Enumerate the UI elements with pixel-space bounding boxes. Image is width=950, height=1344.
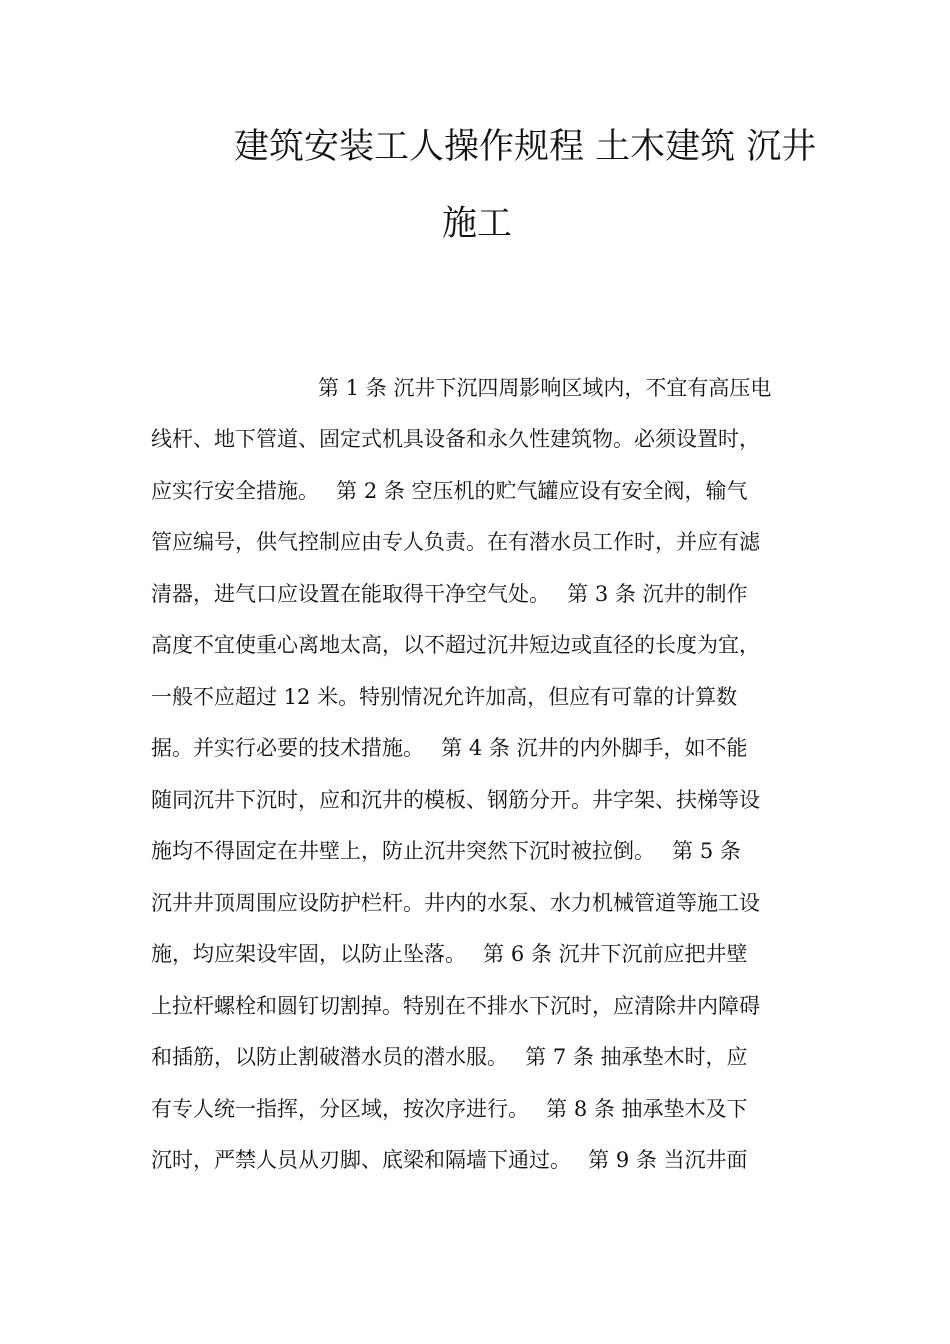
body-line: 和插筋，以防止割破潜水员的潜水服。 第 7 条 抽承垫木时，应 — [151, 1045, 748, 1069]
body-line: 高度不宜使重心离地太高，以不超过沉井短边或直径的长度为宜， — [151, 633, 760, 657]
document-title-line-2: 施工 — [442, 204, 513, 244]
body-line: 随同沉井下沉时，应和沉井的模板、钢筋分开。井字架、扶梯等设 — [151, 788, 760, 812]
body-line: 上拉杆螺栓和圆钉切割掉。特别在不排水下沉时，应清除井内障碍 — [151, 994, 760, 1018]
body-line: 清器，进气口应设置在能取得干净空气处。 第 3 条 沉井的制作 — [151, 582, 748, 606]
body-line: 沉时，严禁人员从刃脚、底梁和隔墙下通过。 第 9 条 当沉井面 — [151, 1148, 748, 1172]
body-line: 施，均应架设牢固，以防止坠落。 第 6 条 沉井下沉前应把井壁 — [151, 942, 748, 966]
body-line: 一般不应超过 12 米。特别情况允许加高，但应有可靠的计算数 — [151, 685, 738, 709]
body-line: 有专人统一指挥，分区域，按次序进行。 第 8 条 抽承垫木及下 — [151, 1097, 748, 1121]
document-title-line-1: 建筑安装工人操作规程 土木建筑 沉井 — [234, 127, 817, 167]
body-line: 施均不得固定在井壁上，防止沉井突然下沉时被拉倒。 第 5 条 — [151, 839, 741, 863]
body-line: 据。并实行必要的技术措施。 第 4 条 沉井的内外脚手，如不能 — [151, 736, 748, 760]
body-line: 应实行安全措施。 第 2 条 空压机的贮气罐应设有安全阀，输气 — [151, 479, 748, 503]
body-line: 管应编号，供气控制应由专人负责。在有潜水员工作时，并应有滤 — [151, 530, 760, 554]
body-line: 线杆、地下管道、固定式机具设备和永久性建筑物。必须设置时， — [151, 427, 760, 451]
body-line: 第 1 条 沉井下沉四周影响区域内，不宜有高压电 — [318, 376, 772, 400]
body-line: 沉井井顶周围应设防护栏杆。井内的水泵、水力机械管道等施工设 — [151, 891, 760, 915]
